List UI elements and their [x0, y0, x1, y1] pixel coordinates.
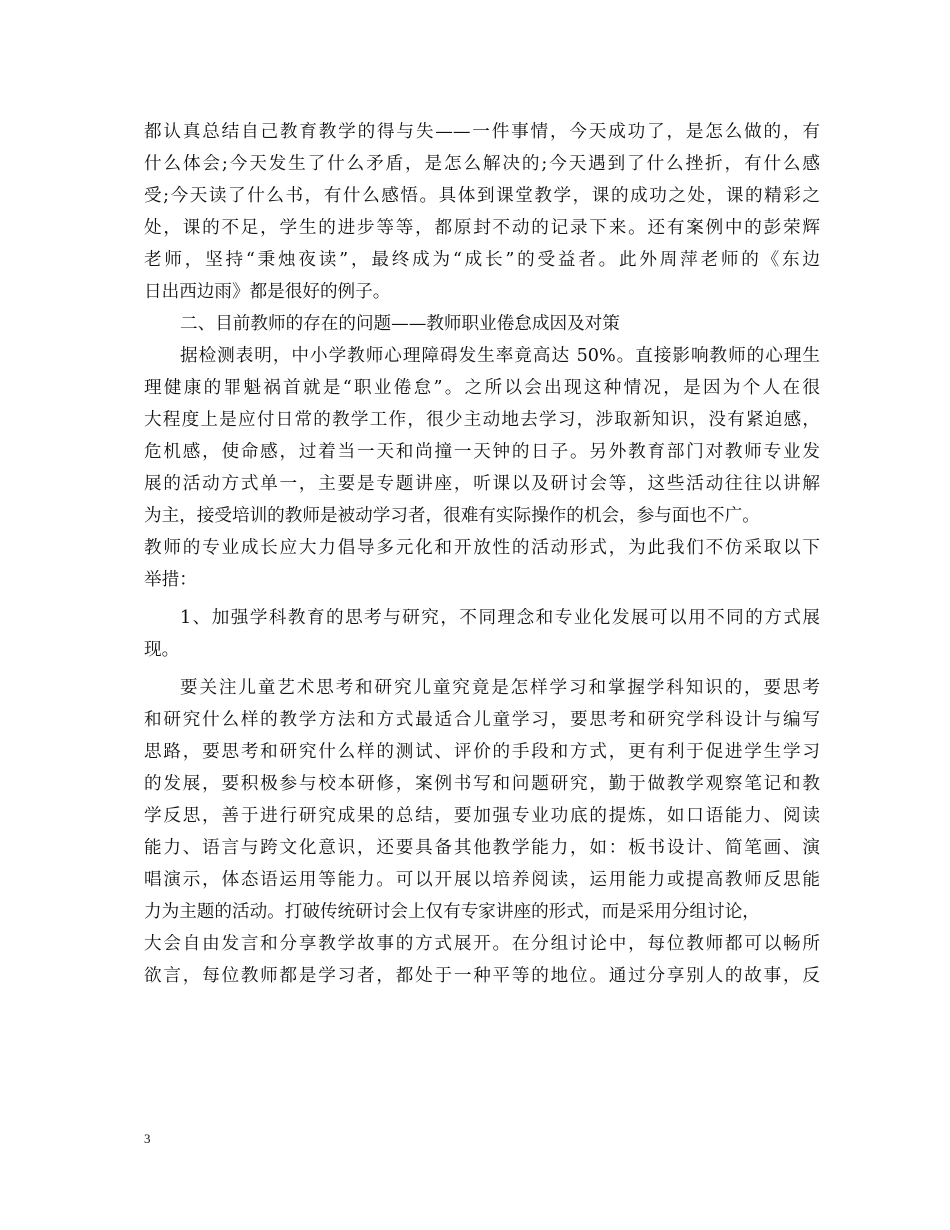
text-line: 欲言，每位教师都是学习者，都处于一种平等的地位。通过分享别人的故事，反 — [144, 966, 820, 986]
text-line: 现。 — [144, 640, 180, 660]
text-line: 日出西边雨》都是很好的例子。 — [144, 282, 391, 302]
text-line: 老师，坚持“秉烛夜读”，最终成为“成长”的受益者。此外周萍老师的《东边 — [144, 250, 820, 270]
text-line: 和研究什么样的教学方法和方式最适合儿童学习，要思考和研究学科设计与编写 — [144, 710, 820, 730]
text-line: 要关注儿童艺术思考和研究儿童究竟是怎样学习和掌握学科知识的，要思考 — [180, 678, 820, 698]
text-line: 什么体会;今天发生了什么矛盾，是怎么解决的;今天遇到了什么挫折，有什么感 — [144, 154, 820, 174]
text-line: 的发展，要积极参与校本研修，案例书写和问题研究，勤于做教学观察笔记和教 — [144, 774, 820, 794]
text-line: 据检测表明，中小学教师心理障碍发生率竟高达 50%。直接影响教师的心理生 — [180, 346, 820, 366]
text-line: 学反思，善于进行研究成果的总结，要加强专业功底的提炼，如口语能力、阅读 — [144, 806, 820, 826]
text-line: 唱演示，体态语运用等能力。可以开展以培养阅读，运用能力或提高教师反思能 — [144, 870, 820, 890]
text-line: 展的活动方式单一，主要是专题讲座，听课以及研讨会等，这些活动往往以讲解 — [144, 474, 820, 494]
section-heading: 二、目前教师的存在的问题——教师职业倦怠成因及对策 — [180, 314, 620, 334]
text-line: 大会自由发言和分享教学故事的方式展开。在分组讨论中，每位教师都可以畅所 — [144, 934, 820, 954]
page-number: 3 — [144, 1131, 151, 1146]
text-line: 受;今天读了什么书，有什么感悟。具体到课堂教学，课的成功之处，课的精彩之 — [144, 186, 820, 206]
body-text — [144, 116, 820, 992]
text-line: 举措： — [144, 570, 197, 590]
text-line: 能力、语言与跨文化意识，还要具备其他教学能力，如：板书设计、简笔画、演 — [144, 838, 820, 858]
text-line: 力为主题的活动。打破传统研讨会上仅有专家讲座的形式，而是采用分组讨论， — [144, 902, 760, 922]
text-line: 大程度上是应付日常的教学工作，很少主动地去学习，涉取新知识，没有紧迫感， — [144, 410, 820, 430]
text-line: 为主，接受培训的教师是被动学习者，很难有实际操作的机会，参与面也不广。 — [144, 506, 760, 526]
text-line: 都认真总结自己教育教学的得与失——一件事情，今天成功了，是怎么做的，有 — [144, 122, 820, 142]
text-line: 处，课的不足，学生的进步等等，都原封不动的记录下来。还有案例中的彭荣辉 — [144, 218, 820, 238]
text-line: 危机感，使命感，过着当一天和尚撞一天钟的日子。另外教育部门对教师专业发 — [144, 442, 820, 462]
text-line: 思路，要思考和研究什么样的测试、评价的手段和方式，更有利于促进学生学习 — [144, 742, 820, 762]
text-line: 理健康的罪魁祸首就是“职业倦怠”。之所以会出现这种情况，是因为个人在很 — [144, 378, 820, 398]
text-line: 教师的专业成长应大力倡导多元化和开放性的活动形式，为此我们不仿采取以下 — [144, 538, 820, 558]
numbered-point: 1、加强学科教育的思考与研究，不同理念和专业化发展可以用不同的方式展 — [180, 608, 820, 628]
